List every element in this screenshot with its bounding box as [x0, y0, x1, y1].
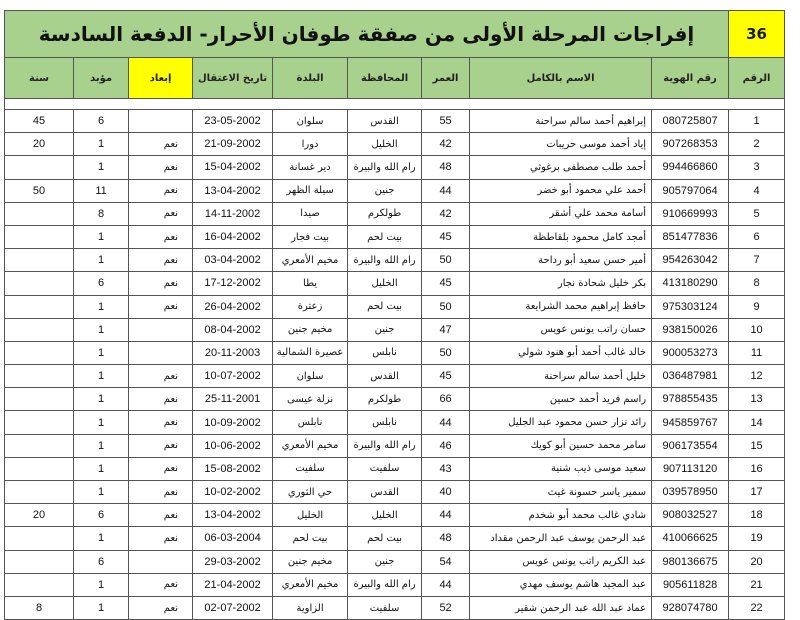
row-id-number: 906173554	[652, 434, 729, 457]
row-id-number: 907113120	[652, 457, 729, 480]
row-exile: نعم	[129, 365, 193, 388]
row-full-name: أحمد علي محمود أبو خضر	[470, 179, 652, 202]
row-governorate: رام الله والبيرة	[348, 249, 422, 272]
table-row	[5, 457, 785, 480]
table-row	[5, 365, 785, 388]
row-years	[5, 295, 74, 318]
row-exile: نعم	[129, 481, 193, 504]
row-life-sentence: 6	[74, 110, 129, 133]
row-life-sentence: 1	[74, 457, 129, 480]
row-governorate: القدس	[348, 110, 422, 133]
row-id-number: 410066625	[652, 527, 729, 550]
row-exile: نعم	[129, 596, 193, 619]
row-index: 21	[729, 573, 785, 596]
row-full-name: إبراهيم أحمد سالم سراحنة	[470, 110, 652, 133]
header-arrest-date: تاريخ الاعتقال	[193, 58, 273, 99]
table-row	[5, 295, 785, 318]
row-governorate: رام الله والبيرة	[348, 156, 422, 179]
row-years	[5, 481, 74, 504]
table-row	[5, 225, 785, 248]
row-years: 20	[5, 133, 74, 156]
row-life-sentence: 11	[74, 179, 129, 202]
row-town: نابلس	[273, 411, 348, 434]
row-governorate: سلفيت	[348, 457, 422, 480]
row-id-number: 905611828	[652, 573, 729, 596]
row-exile	[129, 341, 193, 364]
row-life-sentence: 1	[74, 434, 129, 457]
row-arrest-date: 10-06-2002	[193, 434, 273, 457]
sheet-number: 36	[729, 11, 785, 58]
table-row	[5, 249, 785, 272]
row-exile	[129, 110, 193, 133]
row-years	[5, 457, 74, 480]
row-life-sentence: 1	[74, 411, 129, 434]
row-exile: نعم	[129, 504, 193, 527]
row-town: سيلة الظهر	[273, 179, 348, 202]
row-arrest-date: 08-04-2002	[193, 318, 273, 341]
row-town: الزاوية	[273, 596, 348, 619]
row-years	[5, 272, 74, 295]
row-governorate: القدس	[348, 481, 422, 504]
row-id-number: 980136675	[652, 550, 729, 573]
row-id-number: 910669993	[652, 202, 729, 225]
row-life-sentence: 1	[74, 341, 129, 364]
row-age: 54	[422, 550, 470, 573]
row-town: مخيم الأمعري	[273, 249, 348, 272]
row-index: 12	[729, 365, 785, 388]
row-age: 43	[422, 457, 470, 480]
row-life-sentence: 1	[74, 156, 129, 179]
row-town: زعترة	[273, 295, 348, 318]
row-years	[5, 573, 74, 596]
header-index: الرقم	[729, 58, 785, 99]
row-life-sentence: 6	[74, 504, 129, 527]
row-town: بيت لحم	[273, 527, 348, 550]
row-life-sentence: 8	[74, 202, 129, 225]
row-full-name: خالد غالب أحمد أبو هنود شولي	[470, 341, 652, 364]
row-town: مخيم جنين	[273, 550, 348, 573]
row-life-sentence: 1	[74, 573, 129, 596]
row-years	[5, 225, 74, 248]
row-full-name: عماد عبد الله عبد الرحمن شقير	[470, 596, 652, 619]
row-years: 50	[5, 179, 74, 202]
row-age: 45	[422, 225, 470, 248]
row-age: 50	[422, 341, 470, 364]
row-years	[5, 341, 74, 364]
row-full-name: رائد نزار حسن محمود عبد الجليل	[470, 411, 652, 434]
row-arrest-date: 06-03-2004	[193, 527, 273, 550]
row-governorate: القدس	[348, 365, 422, 388]
row-id-number: 851477836	[652, 225, 729, 248]
row-age: 47	[422, 318, 470, 341]
table-row	[5, 411, 785, 434]
row-arrest-date: 02-07-2002	[193, 596, 273, 619]
row-age: 50	[422, 249, 470, 272]
row-years	[5, 434, 74, 457]
row-age: 45	[422, 365, 470, 388]
row-life-sentence: 1	[74, 225, 129, 248]
row-full-name: سمير ياسر حسونة غيث	[470, 481, 652, 504]
table-body	[5, 110, 785, 620]
row-governorate: جنين	[348, 550, 422, 573]
row-full-name: بكر خليل شحادة نجار	[470, 272, 652, 295]
row-full-name: أسامة محمد علي أشقر	[470, 202, 652, 225]
row-town: مخيم الأمعري	[273, 573, 348, 596]
row-index: 2	[729, 133, 785, 156]
header-age: العمر	[422, 58, 470, 99]
row-id-number: 080725807	[652, 110, 729, 133]
row-governorate: طولكرم	[348, 202, 422, 225]
row-index: 22	[729, 596, 785, 619]
row-years: 20	[5, 504, 74, 527]
row-life-sentence: 1	[74, 596, 129, 619]
row-governorate: نابلس	[348, 341, 422, 364]
row-id-number: 900053273	[652, 341, 729, 364]
row-id-number: 413180290	[652, 272, 729, 295]
row-arrest-date: 16-04-2002	[193, 225, 273, 248]
row-exile: نعم	[129, 388, 193, 411]
row-life-sentence: 1	[74, 388, 129, 411]
table-row	[5, 110, 785, 133]
row-index: 10	[729, 318, 785, 341]
row-life-sentence: 6	[74, 272, 129, 295]
row-age: 50	[422, 295, 470, 318]
row-years	[5, 249, 74, 272]
row-index: 6	[729, 225, 785, 248]
row-age: 44	[422, 504, 470, 527]
row-arrest-date: 10-02-2002	[193, 481, 273, 504]
header-spacer	[5, 99, 785, 110]
row-arrest-date: 10-09-2002	[193, 411, 273, 434]
row-full-name: عبد الرحمن يوسف عبد الرحمن مقداد	[470, 527, 652, 550]
row-index: 8	[729, 272, 785, 295]
releases-table	[4, 10, 785, 620]
row-age: 66	[422, 388, 470, 411]
row-life-sentence: 1	[74, 365, 129, 388]
row-governorate: جنين	[348, 318, 422, 341]
row-full-name: حسان راتب يونس عويس	[470, 318, 652, 341]
header-name: الاسم بالكامل	[470, 58, 652, 99]
header-life-sentence: مؤبد	[74, 58, 129, 99]
row-exile: نعم	[129, 202, 193, 225]
row-index: 1	[729, 110, 785, 133]
row-arrest-date: 20-11-2003	[193, 341, 273, 364]
row-governorate: رام الله والبيرة	[348, 434, 422, 457]
row-exile	[129, 550, 193, 573]
row-arrest-date: 21-04-2002	[193, 573, 273, 596]
row-age: 42	[422, 202, 470, 225]
table-row	[5, 341, 785, 364]
row-arrest-date: 29-03-2002	[193, 550, 273, 573]
row-governorate: جنين	[348, 179, 422, 202]
title-row	[5, 11, 785, 58]
row-governorate: رام الله والبيرة	[348, 573, 422, 596]
row-full-name: إياد أحمد موسى حريبات	[470, 133, 652, 156]
header-governorate: المحافظة	[348, 58, 422, 99]
row-index: 3	[729, 156, 785, 179]
row-life-sentence: 1	[74, 133, 129, 156]
row-arrest-date: 13-04-2002	[193, 179, 273, 202]
row-index: 14	[729, 411, 785, 434]
row-age: 46	[422, 434, 470, 457]
row-exile: نعم	[129, 225, 193, 248]
row-exile: نعم	[129, 295, 193, 318]
row-town: دير غسانة	[273, 156, 348, 179]
row-id-number: 036487981	[652, 365, 729, 388]
table-row	[5, 156, 785, 179]
row-age: 44	[422, 179, 470, 202]
row-index: 15	[729, 434, 785, 457]
row-arrest-date: 10-07-2002	[193, 365, 273, 388]
row-id-number: 945859767	[652, 411, 729, 434]
row-governorate: الخليل	[348, 272, 422, 295]
row-town: نزلة عيسى	[273, 388, 348, 411]
row-exile: نعم	[129, 573, 193, 596]
row-full-name: راسم فريد أحمد حسين	[470, 388, 652, 411]
row-town: صيدا	[273, 202, 348, 225]
row-arrest-date: 26-04-2002	[193, 295, 273, 318]
header-row	[5, 58, 785, 99]
row-index: 16	[729, 457, 785, 480]
row-index: 4	[729, 179, 785, 202]
table-row	[5, 596, 785, 619]
row-id-number: 928074780	[652, 596, 729, 619]
row-id-number: 907268353	[652, 133, 729, 156]
row-id-number: 975303124	[652, 295, 729, 318]
table-row	[5, 388, 785, 411]
table-row	[5, 527, 785, 550]
table-row	[5, 272, 785, 295]
row-full-name: سعيد موسى ذيب شنية	[470, 457, 652, 480]
row-life-sentence: 1	[74, 318, 129, 341]
table-row	[5, 550, 785, 573]
row-age: 48	[422, 527, 470, 550]
row-full-name: أمجد كامل محمود بلقاطظة	[470, 225, 652, 248]
row-town: حي الثوري	[273, 481, 348, 504]
row-exile: نعم	[129, 457, 193, 480]
releases-sheet	[4, 10, 784, 620]
row-governorate: بيت لحم	[348, 225, 422, 248]
row-arrest-date: 03-04-2002	[193, 249, 273, 272]
row-age: 48	[422, 156, 470, 179]
row-arrest-date: 13-04-2002	[193, 504, 273, 527]
row-index: 5	[729, 202, 785, 225]
row-town: عصيرة الشمالية	[273, 341, 348, 364]
row-years	[5, 202, 74, 225]
row-years	[5, 411, 74, 434]
row-id-number: 978855435	[652, 388, 729, 411]
row-years	[5, 365, 74, 388]
row-age: 42	[422, 133, 470, 156]
row-full-name: حافظ إبراهيم محمد الشرايعة	[470, 295, 652, 318]
row-arrest-date: 23-05-2002	[193, 110, 273, 133]
table-row	[5, 202, 785, 225]
row-arrest-date: 17-12-2002	[193, 272, 273, 295]
row-exile: نعم	[129, 249, 193, 272]
row-arrest-date: 15-08-2002	[193, 457, 273, 480]
row-arrest-date: 25-11-2001	[193, 388, 273, 411]
table-row	[5, 573, 785, 596]
row-exile: نعم	[129, 156, 193, 179]
row-life-sentence: 1	[74, 249, 129, 272]
table-row	[5, 179, 785, 202]
row-full-name: أحمد طلب مصطفى برغوثي	[470, 156, 652, 179]
row-governorate: بيت لحم	[348, 295, 422, 318]
row-town: يطا	[273, 272, 348, 295]
row-id-number: 954263042	[652, 249, 729, 272]
header-id: رقم الهوية	[652, 58, 729, 99]
row-governorate: سلفيت	[348, 596, 422, 619]
row-index: 7	[729, 249, 785, 272]
row-id-number: 938150026	[652, 318, 729, 341]
row-exile: نعم	[129, 411, 193, 434]
row-life-sentence: 1	[74, 295, 129, 318]
row-index: 19	[729, 527, 785, 550]
row-id-number: 039578950	[652, 481, 729, 504]
row-years	[5, 527, 74, 550]
row-id-number: 905797064	[652, 179, 729, 202]
header-exile: إبعاد	[129, 58, 193, 99]
row-age: 52	[422, 596, 470, 619]
row-town: سلفيت	[273, 457, 348, 480]
row-governorate: نابلس	[348, 411, 422, 434]
row-index: 9	[729, 295, 785, 318]
row-id-number: 994466860	[652, 156, 729, 179]
row-index: 17	[729, 481, 785, 504]
row-life-sentence: 1	[74, 527, 129, 550]
row-governorate: الخليل	[348, 133, 422, 156]
row-arrest-date: 21-09-2002	[193, 133, 273, 156]
row-full-name: عبد الكريم راتب يونس عويس	[470, 550, 652, 573]
row-arrest-date: 15-04-2002	[193, 156, 273, 179]
row-town: بيت فجار	[273, 225, 348, 248]
row-full-name: عبد المجيد هاشم يوسف مهدي	[470, 573, 652, 596]
row-age: 45	[422, 272, 470, 295]
row-town: الخليل	[273, 504, 348, 527]
table-row	[5, 133, 785, 156]
row-exile: نعم	[129, 179, 193, 202]
header-years: سنة	[5, 58, 74, 99]
row-index: 11	[729, 341, 785, 364]
row-arrest-date: 14-11-2002	[193, 202, 273, 225]
row-full-name: خليل أحمد سالم سراحنة	[470, 365, 652, 388]
table-row	[5, 481, 785, 504]
row-town: دورا	[273, 133, 348, 156]
row-full-name: سامر محمد حسين أبو كويك	[470, 434, 652, 457]
row-town: مخيم جنين	[273, 318, 348, 341]
row-exile: نعم	[129, 527, 193, 550]
header-town: البلدة	[273, 58, 348, 99]
row-full-name: شادي غالب محمد أبو شخدم	[470, 504, 652, 527]
table-row	[5, 434, 785, 457]
row-years	[5, 156, 74, 179]
row-index: 20	[729, 550, 785, 573]
row-exile: نعم	[129, 272, 193, 295]
row-governorate: طولكرم	[348, 388, 422, 411]
row-years	[5, 550, 74, 573]
row-id-number: 908032527	[652, 504, 729, 527]
row-age: 44	[422, 411, 470, 434]
row-governorate: الخليل	[348, 504, 422, 527]
row-exile	[129, 318, 193, 341]
row-life-sentence: 6	[74, 550, 129, 573]
table-row	[5, 318, 785, 341]
row-years: 45	[5, 110, 74, 133]
sheet-title: إفراجات المرحلة الأولى من صفقة طوفان الأحرار- الدفعة السادسة	[5, 11, 729, 58]
row-age: 44	[422, 573, 470, 596]
table-row	[5, 504, 785, 527]
row-town: سلوان	[273, 110, 348, 133]
row-age: 55	[422, 110, 470, 133]
row-age: 40	[422, 481, 470, 504]
row-town: مخيم الأمعري	[273, 434, 348, 457]
row-full-name: أمير حسن سعيد أبو رداحة	[470, 249, 652, 272]
row-exile: نعم	[129, 133, 193, 156]
row-governorate: بيت لحم	[348, 527, 422, 550]
row-exile: نعم	[129, 434, 193, 457]
row-life-sentence: 1	[74, 481, 129, 504]
row-town: سلوان	[273, 365, 348, 388]
row-index: 18	[729, 504, 785, 527]
row-years	[5, 388, 74, 411]
row-years	[5, 318, 74, 341]
row-index: 13	[729, 388, 785, 411]
row-years: 8	[5, 596, 74, 619]
